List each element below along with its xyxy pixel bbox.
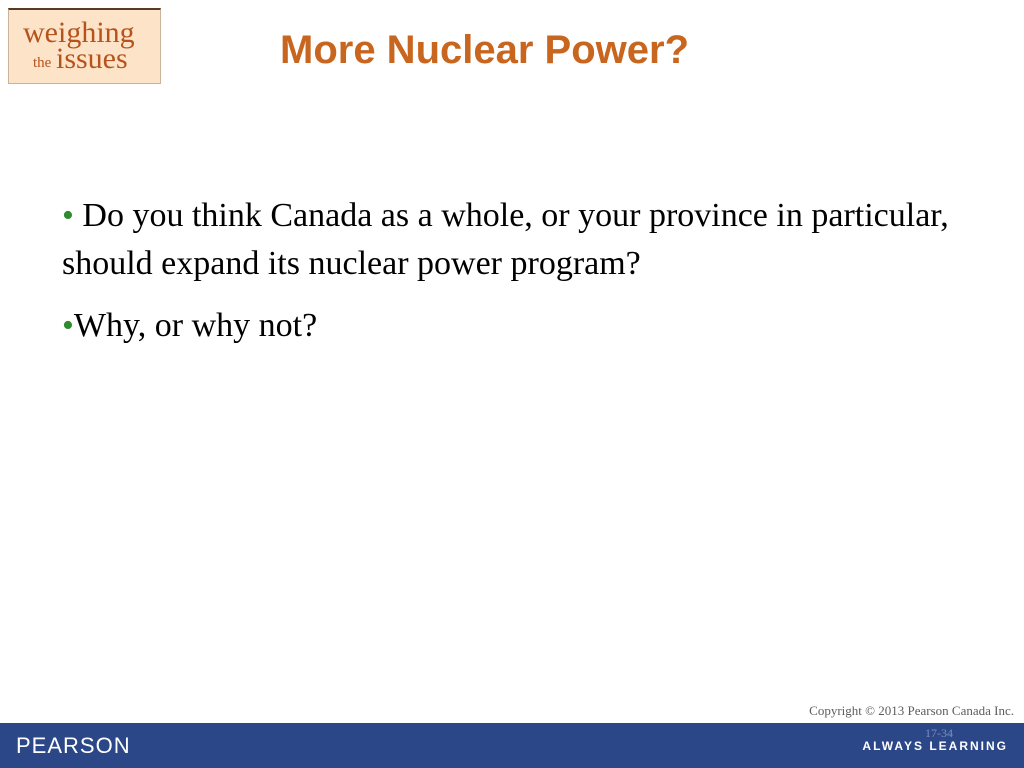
bullet-text: Why, or why not?	[73, 307, 318, 344]
footer-bar	[0, 723, 1024, 768]
bullet-item-why	[62, 302, 962, 350]
pearson-logo: PEARSON	[16, 733, 131, 758]
bullet-item-question	[62, 192, 962, 288]
logo-word-issues: issues	[56, 42, 128, 75]
weighing-the-issues-logo	[8, 8, 161, 84]
bullet-text: Do you think Canada as a whole, or your province in particular, should expand its nuclear power program?	[62, 197, 949, 282]
slide-body	[62, 192, 962, 364]
slide-title: More Nuclear Power?	[280, 28, 690, 72]
slide-number: 17-34	[925, 726, 953, 740]
bullet-marker: •	[62, 197, 74, 234]
always-learning-tagline: ALWAYS LEARNING	[862, 739, 1008, 753]
logo-word-weighing: weighing	[23, 16, 135, 49]
bullet-marker: •	[62, 307, 74, 344]
copyright-notice: Copyright © 2013 Pearson Canada Inc.	[809, 703, 1014, 718]
logo-word-the: the	[33, 55, 52, 71]
